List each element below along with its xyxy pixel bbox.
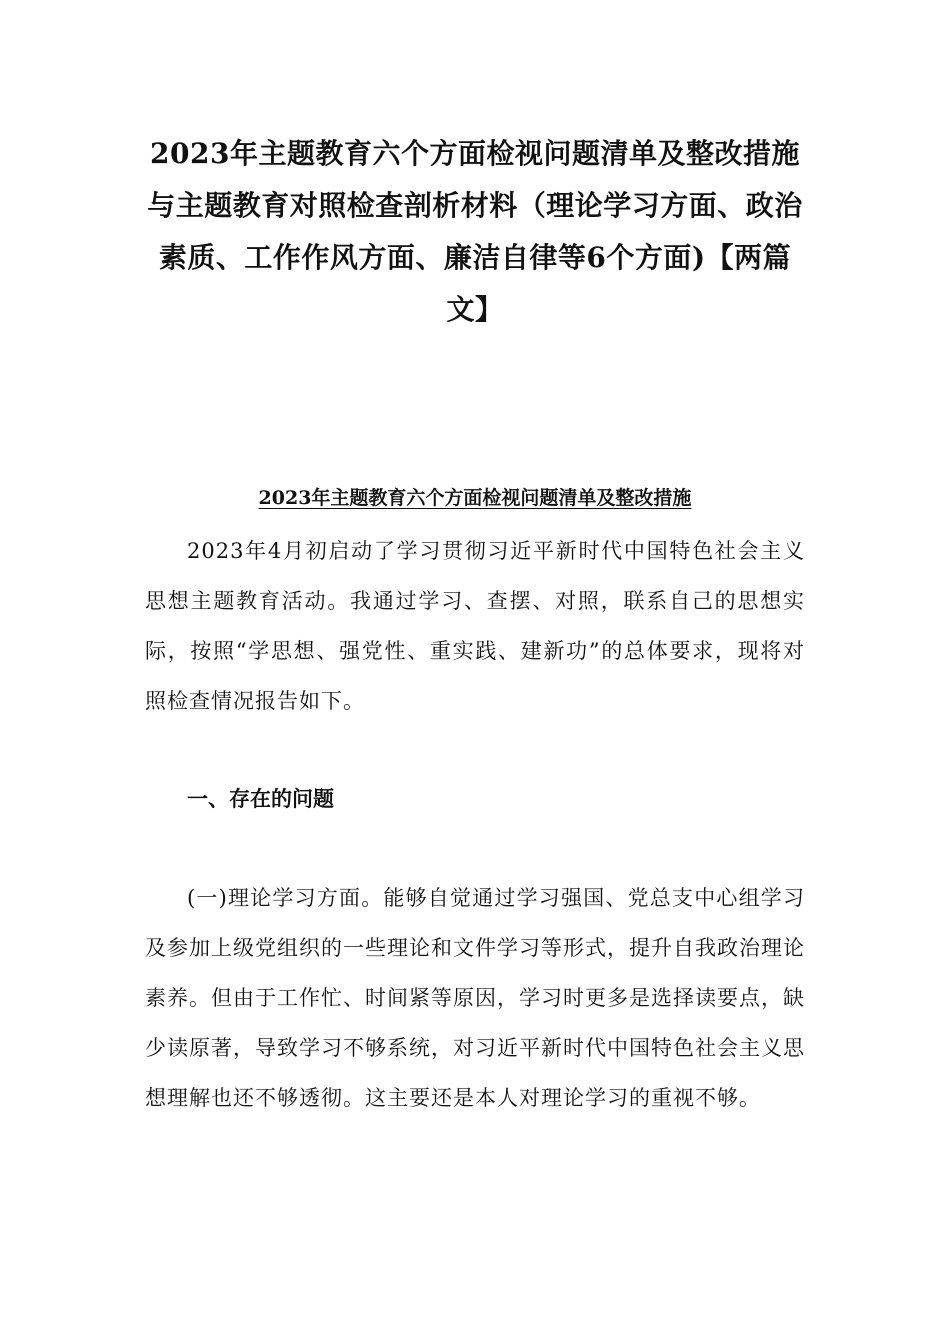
problems-heading: 一、存在的问题 bbox=[187, 786, 334, 811]
document-title: 2023年主题教育六个方面检视问题清单及整改措施与主题教育对照检查剖析材料（理论学习方面、政治素质、工作作风方面、廉洁自律等6个方面)【两篇文】 bbox=[147, 137, 803, 326]
intro-paragraph: 2023年4月初启动了学习贯彻习近平新时代中国特色社会主义思想主题教育活动。我通过学习、查摆、对照，联系自己的思想实际，按照“学思想、强党性、重实践、建新功”的总体要求，现将对照检查情况报告如下。 bbox=[145, 539, 805, 713]
theory-study-paragraph: (一)理论学习方面。能够自觉通过学习强国、党总支中心组学习及参加上级党组织的一些理论和文件学习等形式，提升自我政治理论素养。但由于工作忙、时间紧等原因，学习时更多是选择读要点，缺少读原著，导致学习不够系统，对习近平新时代中国特色社会主义思想理解也还不够透彻。这主要还是本人对理论学习的重视不够。 bbox=[145, 886, 805, 1110]
section-heading: 2023年主题教育六个方面检视问题清单及整改措施 bbox=[258, 487, 692, 509]
